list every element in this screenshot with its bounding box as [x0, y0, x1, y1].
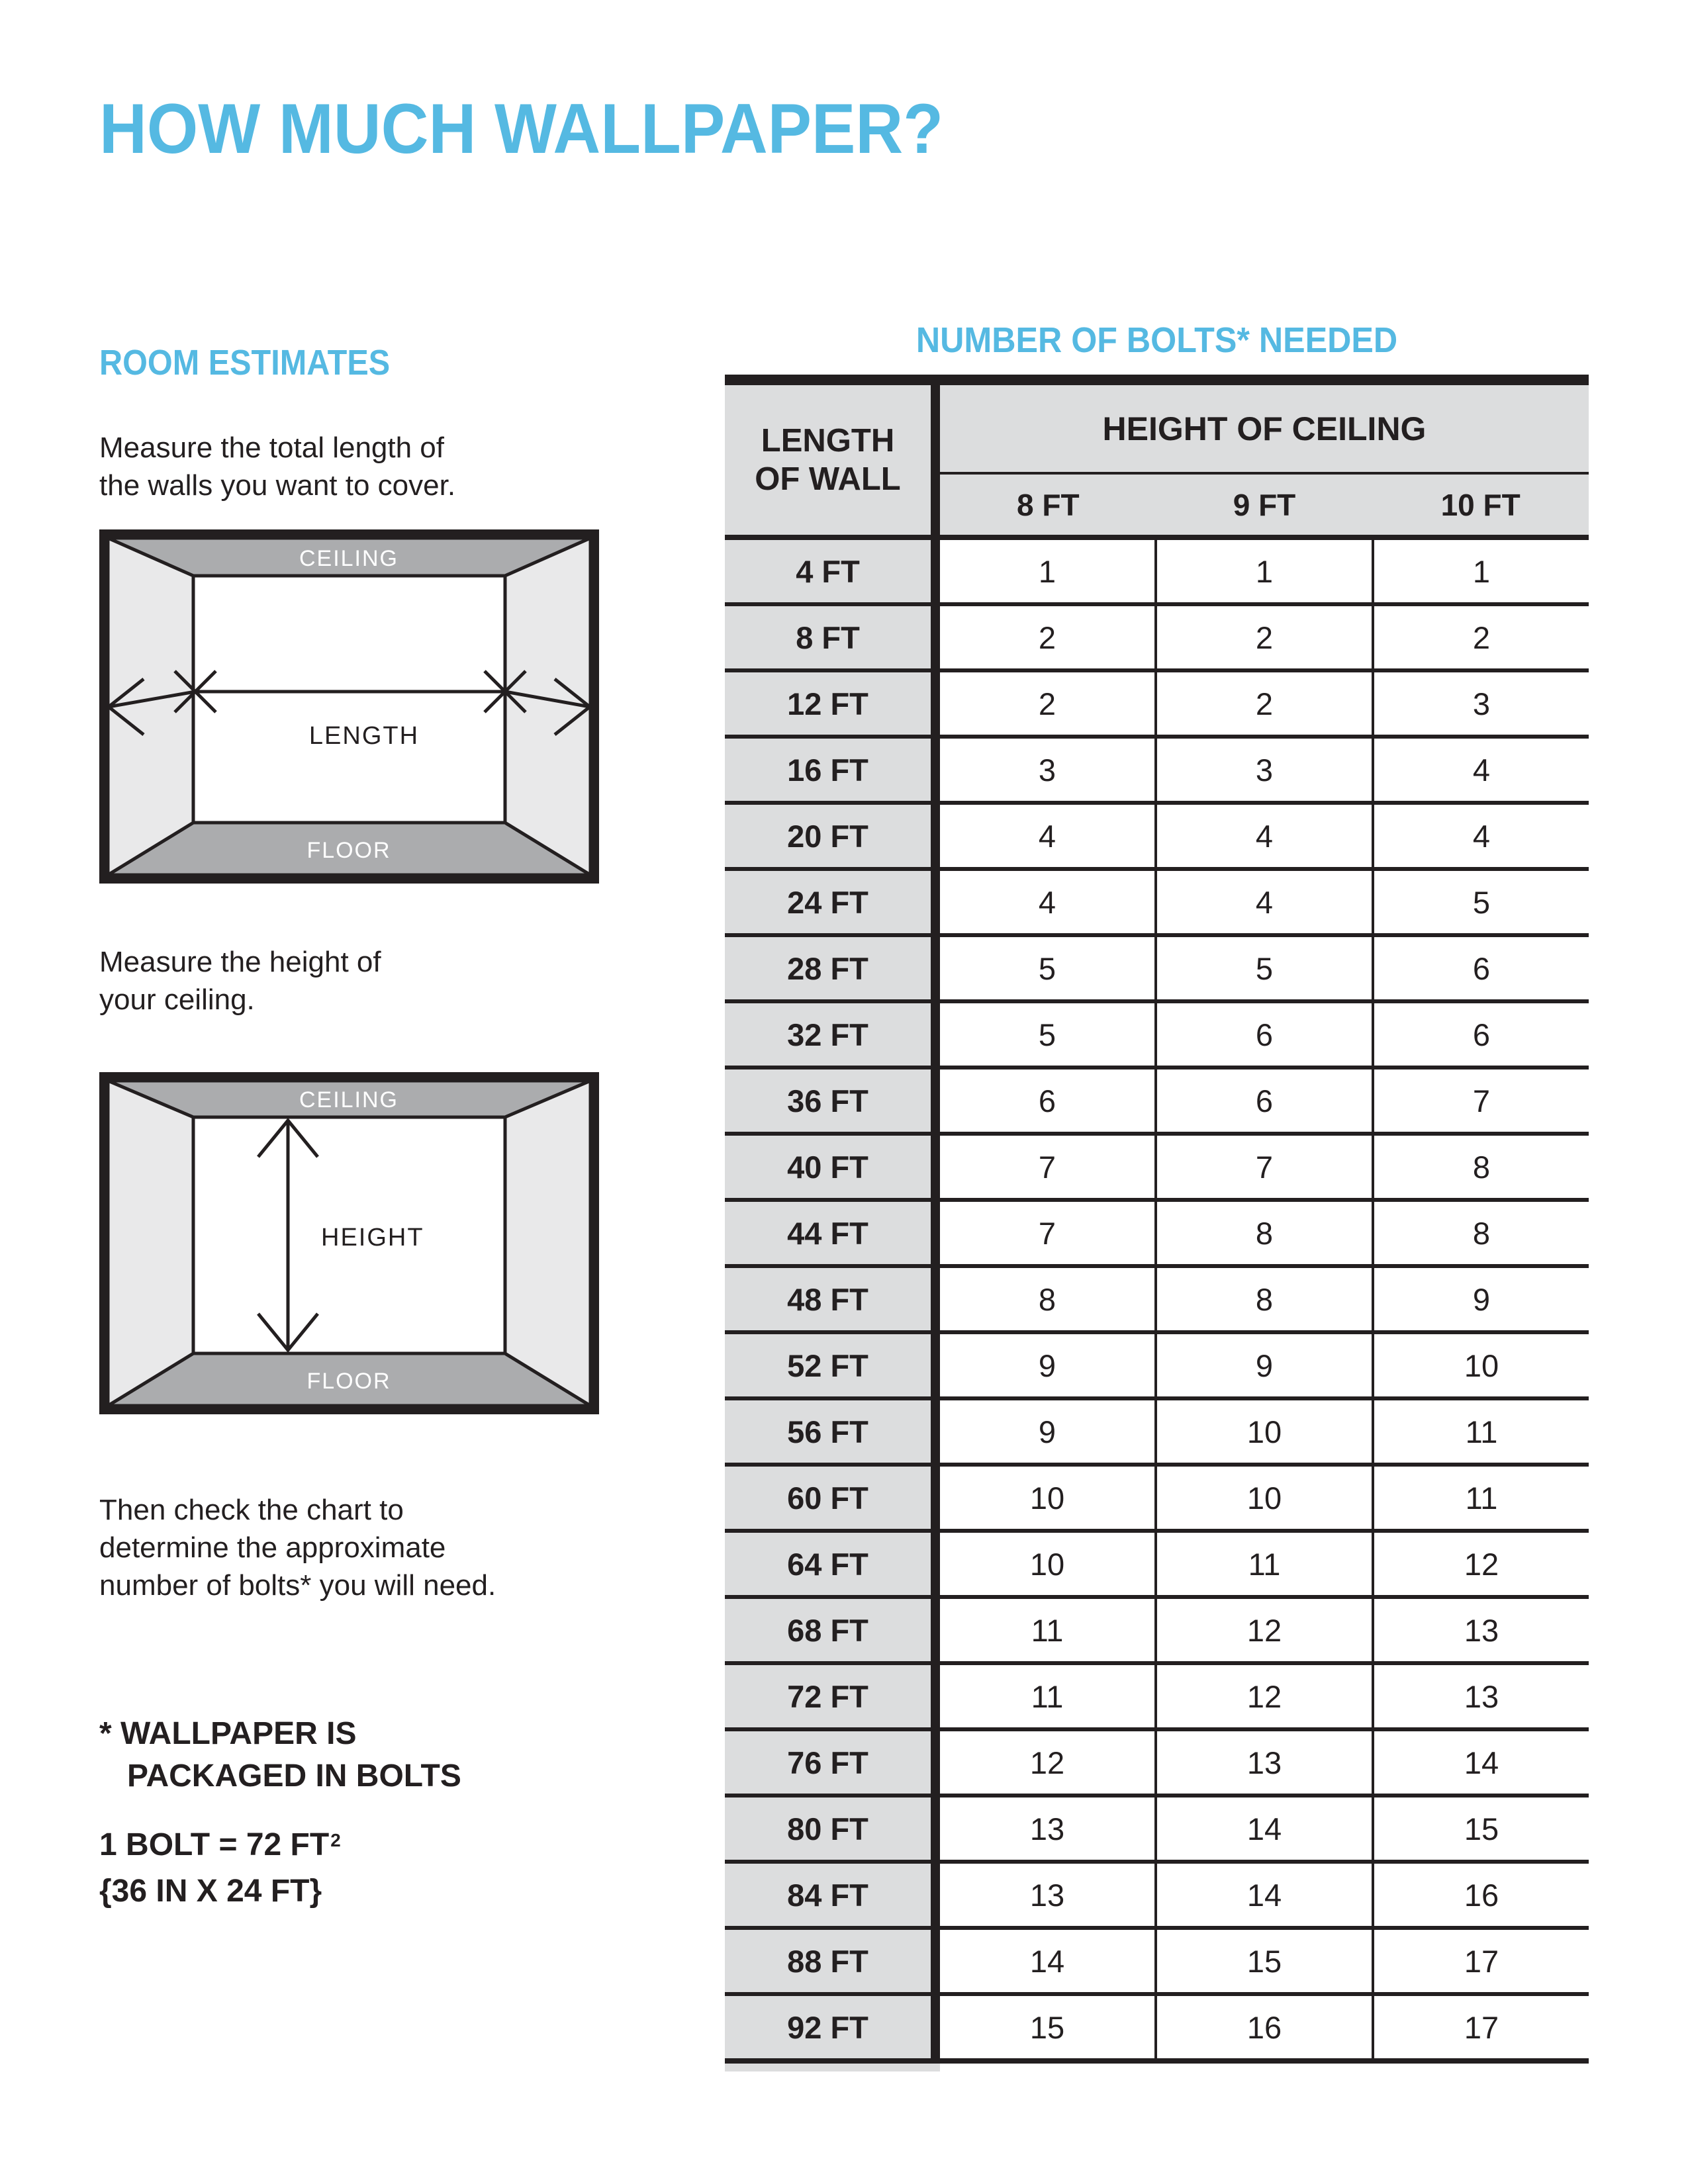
table-row	[725, 1727, 1589, 1794]
bolts-footnote	[99, 1713, 461, 1797]
height-of-ceiling-group	[940, 385, 1589, 535]
table-row	[725, 1794, 1589, 1860]
row-label: 20 FT	[725, 805, 940, 867]
bolt-equation-text: 1 BOLT = 72 FT	[99, 1827, 330, 1862]
value-cell: 7	[1038, 1215, 1056, 1251]
room-length-diagram	[99, 529, 599, 884]
row-label: 92 FT	[725, 1996, 940, 2058]
back-wall	[193, 576, 505, 823]
value-cell: 13	[1029, 1811, 1065, 1846]
row-values	[940, 1731, 1589, 1794]
value-cell: 3	[1038, 752, 1056, 788]
value-cell: 14	[1154, 1864, 1372, 1926]
table-row	[725, 1463, 1589, 1529]
column-header-9ft: 9 FT	[1233, 487, 1296, 522]
ceiling-label: CEILING	[299, 1087, 399, 1113]
row-values	[940, 1069, 1589, 1132]
value-cell: 10	[1372, 1334, 1589, 1396]
value-cell: 12	[1029, 1745, 1065, 1780]
value-cell: 8	[1038, 1281, 1056, 1317]
paragraph-line: your ceiling.	[99, 983, 255, 1016]
row-values	[940, 1665, 1589, 1727]
table-header	[725, 385, 1589, 535]
value-cell: 10	[1029, 1546, 1065, 1582]
row-label: 84 FT	[725, 1864, 940, 1926]
value-cell: 7	[1372, 1069, 1589, 1132]
row-values	[940, 1202, 1589, 1264]
length-of-wall-header	[725, 385, 940, 535]
value-cell: 5	[1372, 871, 1589, 933]
row-label: 4 FT	[725, 540, 940, 602]
value-cell: 6	[1372, 1003, 1589, 1066]
footnote-line: * WALLPAPER IS	[99, 1716, 357, 1751]
value-cell: 11	[1372, 1467, 1589, 1529]
value-cell: 3	[1372, 672, 1589, 735]
row-values	[940, 1334, 1589, 1396]
header-line: OF WALL	[755, 461, 901, 497]
value-cell: 2	[1154, 606, 1372, 668]
row-label: 48 FT	[725, 1268, 940, 1330]
row-values	[940, 1864, 1589, 1926]
left-wall-plane	[108, 1081, 193, 1406]
value-cell: 9	[1038, 1414, 1056, 1449]
row-values	[940, 937, 1589, 999]
row-label: 24 FT	[725, 871, 940, 933]
row-label: 76 FT	[725, 1731, 940, 1794]
row-values	[940, 1003, 1589, 1066]
value-cell: 2	[1038, 619, 1056, 655]
value-cell: 15	[1372, 1797, 1589, 1860]
value-cell: 14	[1372, 1731, 1589, 1794]
value-cell: 13	[1154, 1731, 1372, 1794]
value-cell: 4	[1038, 884, 1056, 920]
table-row	[725, 1529, 1589, 1595]
table-row	[725, 1926, 1589, 1992]
value-cell: 12	[1372, 1533, 1589, 1595]
value-cell: 14	[1154, 1797, 1372, 1860]
value-cell: 1	[1154, 540, 1372, 602]
check-chart-paragraph	[99, 1491, 496, 1604]
value-cell: 9	[1372, 1268, 1589, 1330]
row-label: 32 FT	[725, 1003, 940, 1066]
value-cell: 4	[1038, 818, 1056, 854]
value-cell: 4	[1154, 805, 1372, 867]
table-row	[725, 1595, 1589, 1661]
value-cell: 10	[1029, 1480, 1065, 1516]
row-values	[940, 1996, 1589, 2058]
height-of-ceiling-header: HEIGHT OF CEILING	[940, 385, 1589, 475]
row-label: 16 FT	[725, 739, 940, 801]
floor-label: FLOOR	[306, 838, 391, 863]
table-row	[725, 540, 1589, 602]
row-values	[940, 1400, 1589, 1463]
ceiling-height-subheaders	[940, 475, 1589, 535]
value-cell: 5	[1154, 937, 1372, 999]
table-row	[725, 1396, 1589, 1463]
value-cell: 13	[1372, 1665, 1589, 1727]
room-estimates-heading: ROOM ESTIMATES	[99, 343, 391, 383]
row-values	[940, 739, 1589, 801]
bolt-table-body	[725, 535, 1589, 2064]
row-values	[940, 1136, 1589, 1198]
table-row	[725, 867, 1589, 933]
value-cell: 13	[1372, 1599, 1589, 1661]
row-values	[940, 540, 1589, 602]
value-cell: 2	[1154, 672, 1372, 735]
value-cell: 14	[1029, 1943, 1065, 1979]
table-row	[725, 1066, 1589, 1132]
row-values	[940, 1599, 1589, 1661]
page-title: HOW MUCH WALLPAPER?	[99, 89, 944, 168]
row-label: 28 FT	[725, 937, 940, 999]
row-label: 12 FT	[725, 672, 940, 735]
value-cell: 16	[1154, 1996, 1372, 2058]
value-cell: 17	[1372, 1996, 1589, 2058]
value-cell: 8	[1372, 1202, 1589, 1264]
height-label: HEIGHT	[321, 1224, 424, 1251]
row-values	[940, 672, 1589, 735]
table-row	[725, 1860, 1589, 1926]
value-cell: 11	[1372, 1400, 1589, 1463]
row-values	[940, 606, 1589, 668]
value-cell: 7	[1154, 1136, 1372, 1198]
row-label: 88 FT	[725, 1930, 940, 1992]
measure-length-paragraph	[99, 429, 455, 504]
value-cell: 17	[1372, 1930, 1589, 1992]
length-label: LENGTH	[308, 722, 420, 750]
value-cell: 8	[1154, 1202, 1372, 1264]
value-cell: 6	[1154, 1069, 1372, 1132]
row-label: 60 FT	[725, 1467, 940, 1529]
value-cell: 8	[1372, 1136, 1589, 1198]
right-wall-plane	[505, 1081, 590, 1406]
table-row	[725, 735, 1589, 801]
value-cell: 5	[1038, 1017, 1056, 1052]
row-label: 36 FT	[725, 1069, 940, 1132]
column-header-10ft: 10 FT	[1440, 487, 1521, 522]
row-label: 80 FT	[725, 1797, 940, 1860]
row-values	[940, 1268, 1589, 1330]
value-cell: 16	[1372, 1864, 1589, 1926]
value-cell: 8	[1154, 1268, 1372, 1330]
value-cell: 12	[1154, 1665, 1372, 1727]
value-cell: 6	[1038, 1083, 1056, 1118]
table-top-bar	[725, 375, 1589, 385]
row-label: 64 FT	[725, 1533, 940, 1595]
value-cell: 5	[1038, 950, 1056, 986]
paragraph-line: the walls you want to cover.	[99, 469, 456, 502]
table-row	[725, 1132, 1589, 1198]
table-row	[725, 801, 1589, 867]
value-cell: 13	[1029, 1877, 1065, 1913]
value-cell: 11	[1031, 1612, 1064, 1648]
table-row	[725, 999, 1589, 1066]
table-row	[725, 933, 1589, 999]
row-values	[940, 1467, 1589, 1529]
row-label: 52 FT	[725, 1334, 940, 1396]
bolts-table	[725, 375, 1589, 2071]
footnote-line: PACKAGED IN BOLTS	[127, 1758, 461, 1794]
room-height-diagram	[99, 1072, 599, 1414]
paragraph-line: Measure the height of	[99, 946, 381, 978]
row-label: 72 FT	[725, 1665, 940, 1727]
row-label: 40 FT	[725, 1136, 940, 1198]
row-values	[940, 871, 1589, 933]
value-cell: 10	[1154, 1400, 1372, 1463]
table-row	[725, 1264, 1589, 1330]
table-row	[725, 602, 1589, 668]
value-cell: 11	[1031, 1678, 1064, 1714]
floor-label: FLOOR	[306, 1369, 391, 1394]
value-cell: 1	[1372, 540, 1589, 602]
value-cell: 3	[1154, 739, 1372, 801]
row-values	[940, 1930, 1589, 1992]
row-values	[940, 1797, 1589, 1860]
paragraph-line: determine the approximate	[99, 1531, 446, 1564]
bolts-needed-heading: NUMBER OF BOLTS* NEEDED	[915, 320, 1398, 360]
table-row	[725, 1992, 1589, 2058]
squared-superscript: 2	[330, 1830, 341, 1851]
table-row	[725, 1661, 1589, 1727]
value-cell: 15	[1029, 2009, 1065, 2045]
measure-height-paragraph	[99, 943, 381, 1019]
bolt-size-footnote	[99, 1824, 341, 1913]
bolt-equation-line	[99, 1824, 341, 1870]
row-values	[940, 1533, 1589, 1595]
table-row	[725, 1330, 1589, 1396]
value-cell: 4	[1372, 739, 1589, 801]
value-cell: 6	[1154, 1003, 1372, 1066]
row-label: 68 FT	[725, 1599, 940, 1661]
value-cell: 4	[1154, 871, 1372, 933]
value-cell: 2	[1038, 686, 1056, 721]
value-cell: 11	[1154, 1533, 1372, 1595]
table-bottom-strip	[725, 2064, 940, 2071]
header-line: LENGTH	[761, 423, 895, 459]
value-cell: 10	[1154, 1467, 1372, 1529]
row-label: 56 FT	[725, 1400, 940, 1463]
paragraph-line: Measure the total length of	[99, 432, 444, 464]
value-cell: 9	[1038, 1347, 1056, 1383]
value-cell: 9	[1154, 1334, 1372, 1396]
paragraph-line: number of bolts* you will need.	[99, 1569, 496, 1602]
row-label: 44 FT	[725, 1202, 940, 1264]
value-cell: 12	[1154, 1599, 1372, 1661]
table-row	[725, 1198, 1589, 1264]
value-cell: 15	[1154, 1930, 1372, 1992]
row-values	[940, 805, 1589, 867]
value-cell: 4	[1372, 805, 1589, 867]
table-row	[725, 668, 1589, 735]
paragraph-line: Then check the chart to	[99, 1494, 404, 1526]
bolt-dimensions-line: {36 IN X 24 FT}	[99, 1874, 322, 1909]
row-label: 8 FT	[725, 606, 940, 668]
column-header-8ft: 8 FT	[1017, 487, 1080, 522]
value-cell: 6	[1372, 937, 1589, 999]
value-cell: 2	[1372, 606, 1589, 668]
value-cell: 1	[1038, 553, 1056, 589]
value-cell: 7	[1038, 1149, 1056, 1185]
ceiling-label: CEILING	[299, 546, 399, 571]
